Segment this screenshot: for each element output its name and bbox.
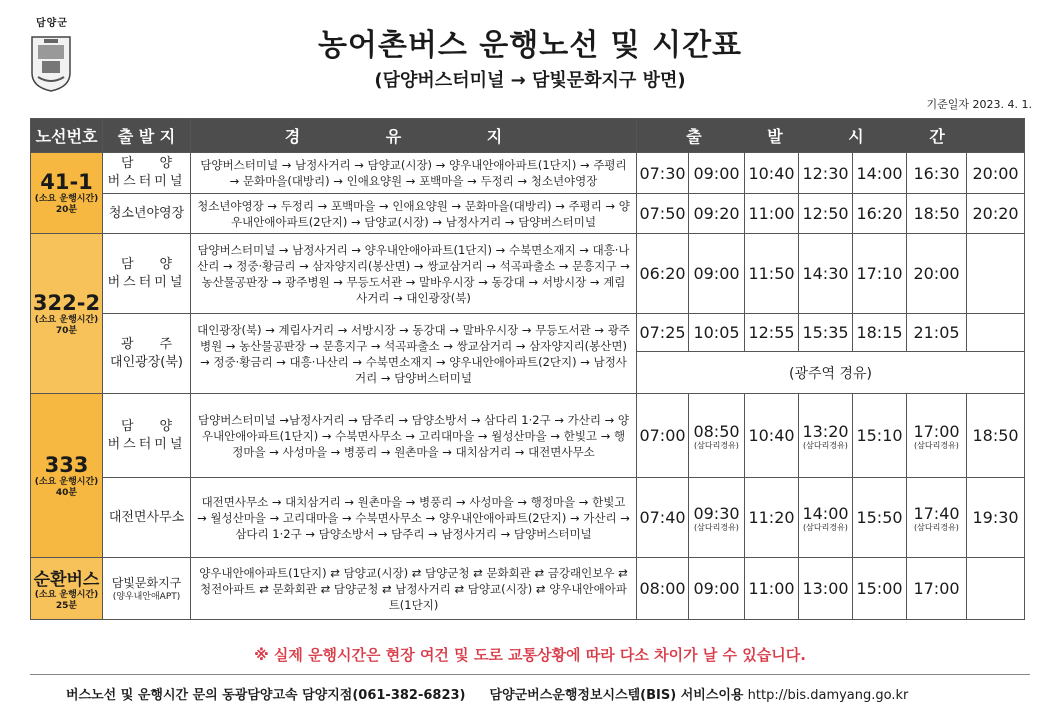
departure-time: 17:10 [853,234,907,314]
route-duration: 20분 [55,205,78,215]
via-path: 담양버스터미널 → 남정사거리 → 양우내안애아파트(1단지) → 수북면소재지 → 대흥·나산리 → 정중·황금리 → 삼자양지리(봉산면) → 쌍교삼거리 → 석곡파출소 → 문흥지구 → 농산물공판장 → 광주병원 → 무등도서관 → 말바우시장 → 동강대 → 서방시장 → 계림사거리 → 대인광장(북) [191,234,637,314]
route-number: 순환버스 [33,570,100,590]
bis-url-link[interactable]: http://bis.damyang.go.kr [747,688,909,703]
time-value: 10:40 [748,426,795,445]
route-duration: 70분 [55,325,78,336]
origin-cell [103,234,191,314]
departure-time: 21:05 [907,314,967,352]
header-via: 경 유 지 [191,119,637,153]
route-duration-label: (소요 운행시간) [34,194,99,204]
departure-time: 15:35 [799,314,853,352]
time-value: 13:20 [802,421,849,441]
inquiry-text: 버스노선 및 운행시간 문의 동광담양고속 담양지점(061-382-6823) [66,688,466,703]
route-333-cell [31,394,103,558]
departure-time [689,394,745,478]
origin-part: 양 [159,156,172,171]
bis-label: 담양군버스운행정보시스템(BIS) 서비스이용 [489,688,744,703]
table-row [31,558,1025,620]
departure-time [907,394,967,478]
table-row [31,394,1025,478]
bis-info [489,684,908,703]
time-value: 07:00 [639,426,686,445]
origin-part: 담 [121,256,134,272]
via-path: 담양버스터미널 → 남정사거리 → 담양교(시장) → 양우내안애아파트(1단지) → 주평리 → 문화마을(대방리) → 인애요양원 → 포백마을 → 두정리 → 청소년야영장 [191,153,637,194]
time-value: 17:40 [913,503,960,523]
departure-time: 20:00 [967,153,1025,194]
departure-time: 12:30 [799,153,853,194]
reference-date: 기준일자 2023. 4. 1. [926,98,1032,111]
time-value: 14:00 [802,503,849,523]
route-number: 41-1 [40,170,93,194]
origin-part: 담 [121,418,134,434]
time-value: 15:10 [856,426,903,445]
origin-part: 버스터미널 [107,174,186,189]
departure-time: 12:55 [745,314,799,352]
departure-time: 15:00 [853,558,907,620]
departure-time: 11:00 [745,194,799,234]
route-duration-label: (소요 운행시간) [34,590,99,600]
departure-time [745,478,799,558]
departure-time: 07:25 [637,314,689,352]
departure-time [967,478,1025,558]
time-value: 08:50 [693,421,740,441]
departure-time: 07:50 [637,194,689,234]
table-row [31,194,1025,234]
departure-time [853,478,907,558]
departure-time [799,394,853,478]
departure-time: 09:00 [689,153,745,194]
departure-time [853,394,907,478]
time-value: 17:00 [913,421,960,441]
logo-text: 담양군 [36,18,68,29]
departure-time [745,394,799,478]
route-number: 322-2 [32,290,101,315]
origin-cell [103,558,191,620]
departure-time: 17:00 [907,558,967,620]
via-path: 청소년야영장 → 두정리 → 포백마을 → 인애요양원 → 문화마을(대방리) → 주평리 → 양우내안애아파트(2단지) → 담양교(시장) → 남정사거리 → 담양버스터미널 [191,194,637,234]
time-sub-note: (삼다리경유) [694,440,739,450]
departure-time [689,478,745,558]
departure-time: 20:20 [967,194,1025,234]
origin-part: 주 [159,336,172,352]
time-value: 07:40 [639,508,686,527]
route-circular-cell [31,558,103,620]
departure-time [907,478,967,558]
route-number: 333 [44,452,89,477]
header-route: 노선번호 [31,119,103,153]
time-sub-note: (삼다리경유) [803,440,848,450]
departure-time: 10:40 [745,153,799,194]
via-path: 양우내안애아파트(1단지) ⇄ 담양교(시장) ⇄ 담양군청 ⇄ 문화회관 ⇄ 금강래인보우 ⇄ 청전아파트 ⇄ 문화회관 ⇄ 담양군청 ⇄ 남정사거리 ⇄ 담양교(시장) ⇄ 양우내안애아파트(1단지) [191,558,637,620]
table-header-row [31,119,1025,153]
table-row [31,478,1025,558]
page-title: 농어촌버스 운행노선 및 시간표 [317,28,743,63]
header-origin: 출 발 지 [103,119,191,153]
notice-text: ※ 실제 운행시간은 현장 여건 및 도로 교통상황에 따라 다소 차이가 날 수 있습니다. [254,646,806,664]
origin-part: 버스터미널 [107,274,186,290]
departure-time: 10:05 [689,314,745,352]
departure-time: 16:30 [907,153,967,194]
route-duration: 25분 [55,601,78,611]
table-row [31,314,1025,352]
table-row [31,153,1025,194]
via-path: 대전면사무소 → 대치삼거리 → 원촌마을 → 병풍리 → 사성마을 → 행정마을 → 한빛고 → 월성산마을 → 고리대마을 → 수북면사무소 → 양우내안애아파트(2단지) → 가산리 → 삼다리 1·2구 → 담양소방서 → 담주리 → 남정사거리 → 담양버스터미널 [191,478,637,558]
page-subtitle: (담양버스터미널 → 담빛문화지구 방면) [374,70,686,91]
origin-part: 광 [121,336,134,352]
departure-time: 20:00 [907,234,967,314]
origin-part: 담 [121,156,134,171]
origin-part: 양 [159,418,172,434]
route-41-1-cell [31,153,103,234]
route-duration: 40분 [55,487,78,498]
departure-time: 11:50 [745,234,799,314]
departure-time: 16:20 [853,194,907,234]
departure-time: 14:00 [853,153,907,194]
origin-part: (양우내안애APT) [112,592,181,602]
route-duration-label: (소요 운행시간) [34,476,99,487]
departure-time: 13:00 [799,558,853,620]
departure-time [967,314,1025,352]
departure-time [637,478,689,558]
origin-part: 버스터미널 [107,436,186,452]
via-path: 대인광장(북) → 계림사거리 → 서방시장 → 동강대 → 말바우시장 → 무등도서관 → 광주병원 → 농산물공판장 → 문흥지구 → 석곡파출소 → 쌍교삼거리 → 삼자양지리(봉산면) → 정중·황금리 → 대흥·나산리 → 수북면소재지 → 양우내안애아파트(2단지) → 남정사거리 → 담양버스터미널 [191,314,637,394]
time-value: 09:30 [693,503,740,523]
departure-time: 06:20 [637,234,689,314]
origin-part: 대인광장(북) [110,354,183,370]
time-value: 15:50 [856,508,903,527]
origin-part: 양 [159,256,172,272]
footer [30,674,1030,712]
departure-time [967,394,1025,478]
origin-cell [103,314,191,394]
route-duration-label: (소요 운행시간) [34,314,99,325]
time-sub-note: (삼다리경유) [694,522,739,532]
origin-part: 담빛문화지구 [111,576,182,590]
origin-cell: 청소년야영장 [103,194,191,234]
departure-time: 18:50 [907,194,967,234]
route-322-2-cell [31,234,103,394]
time-sub-note: (삼다리경유) [914,440,959,450]
departure-time [967,234,1025,314]
via-note: (광주역 경유) [637,352,1025,394]
departure-time: 11:00 [745,558,799,620]
header-departure: 출 발 시 간 [637,119,1025,153]
departure-time: 08:00 [637,558,689,620]
time-sub-note: (삼다리경유) [914,522,959,532]
departure-time [967,558,1025,620]
departure-time: 09:00 [689,234,745,314]
departure-time: 18:15 [853,314,907,352]
departure-time: 09:00 [689,558,745,620]
departure-time: 12:50 [799,194,853,234]
table-row [31,234,1025,314]
time-value: 19:30 [972,508,1019,527]
time-value: 18:50 [972,426,1019,445]
departure-time: 14:30 [799,234,853,314]
origin-cell [103,153,191,194]
origin-cell [103,394,191,478]
via-path: 담양버스터미널 →남정사거리 → 담주리 → 담양소방서 → 삼다리 1·2구 → 가산리 → 양우내안애아파트(1단지) → 수북면사무소 → 고리대마을 → 월성산마을 → 한빛고 → 행정마을 → 사성마을 → 병풍리 → 원촌마을 → 대치삼거리 → 대전면사무소 [191,394,637,478]
departure-time: 09:20 [689,194,745,234]
departure-time [799,478,853,558]
departure-time: 07:30 [637,153,689,194]
origin-cell: 대전면사무소 [103,478,191,558]
bus-schedule-table [30,118,1025,620]
time-sub-note: (삼다리경유) [803,522,848,532]
time-value: 11:20 [748,508,795,527]
departure-time [637,394,689,478]
